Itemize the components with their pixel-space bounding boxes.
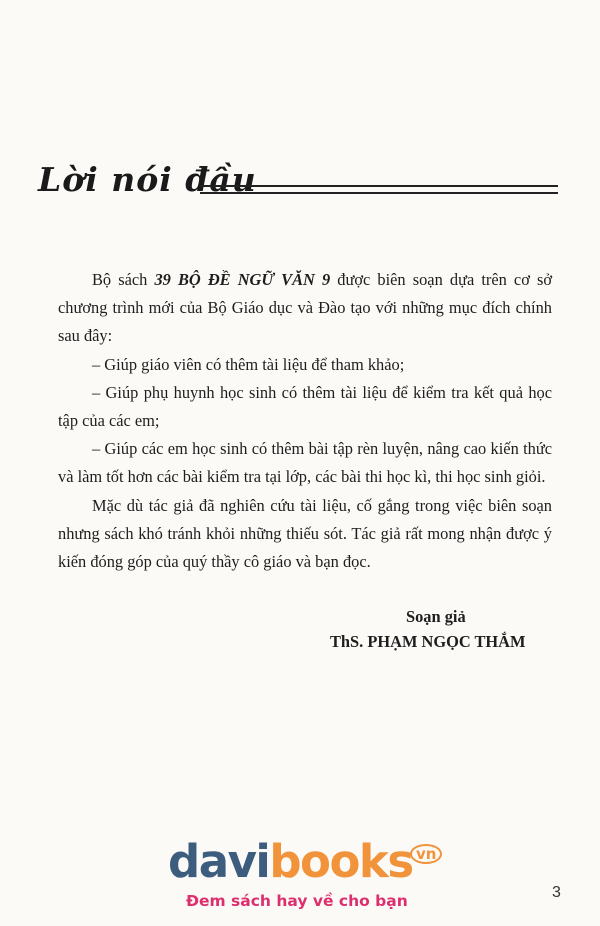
- intro-suffix: được biên soạn dựa trên cơ sở chương trình mới của Bộ Giáo dục và Đào tạo với những mục đích chính sau đây:: [58, 270, 553, 346]
- logo-part-davi: davi: [168, 835, 270, 888]
- bullet-item: – Giúp các em học sinh có thêm bài tập rèn luyện, nâng cao kiến thức và làm tốt hơn các bài kiểm tra tại lớp, các bài thi học kì, thi học sinh giỏi.: [58, 439, 552, 487]
- heading-title: Lời nói đầu: [38, 160, 257, 199]
- author-name: ThS. PHẠM NGỌC THẮM: [330, 632, 526, 651]
- book-name: 39 BỘ ĐỀ NGỮ VĂN 9: [154, 270, 331, 289]
- page-number: 3: [552, 884, 561, 901]
- signature-block: [330, 604, 550, 654]
- section-heading: [38, 160, 560, 208]
- intro-prefix: Bộ sách: [92, 270, 155, 289]
- logo-part-books: books: [269, 835, 413, 888]
- bullet-item: – Giúp phụ huynh học sinh có thêm tài liệu để kiểm tra kết quả học tập của các em;: [58, 382, 552, 431]
- preface-body: [58, 266, 552, 576]
- davibooks-logo: [168, 835, 468, 910]
- closing-paragraph: Mặc dù tác giả đã nghiên cứu tài liệu, cố gắng trong việc biên soạn nhưng sách khó tránh khỏi những thiếu sót. Tác giả rất mong nhận được ý kiến đóng góp của quý thầy cô giáo và bạn đọc.: [58, 495, 552, 572]
- heading-double-rule: [200, 185, 558, 194]
- bullet-item: – Giúp giáo viên có thêm tài liệu để tham khảo;: [92, 354, 405, 374]
- logo-vn-badge: vn: [410, 844, 442, 864]
- signoff-role: Soạn giả: [406, 607, 466, 626]
- logo-tagline: Đem sách hay về cho bạn: [186, 892, 408, 910]
- intro-paragraph: [58, 266, 552, 351]
